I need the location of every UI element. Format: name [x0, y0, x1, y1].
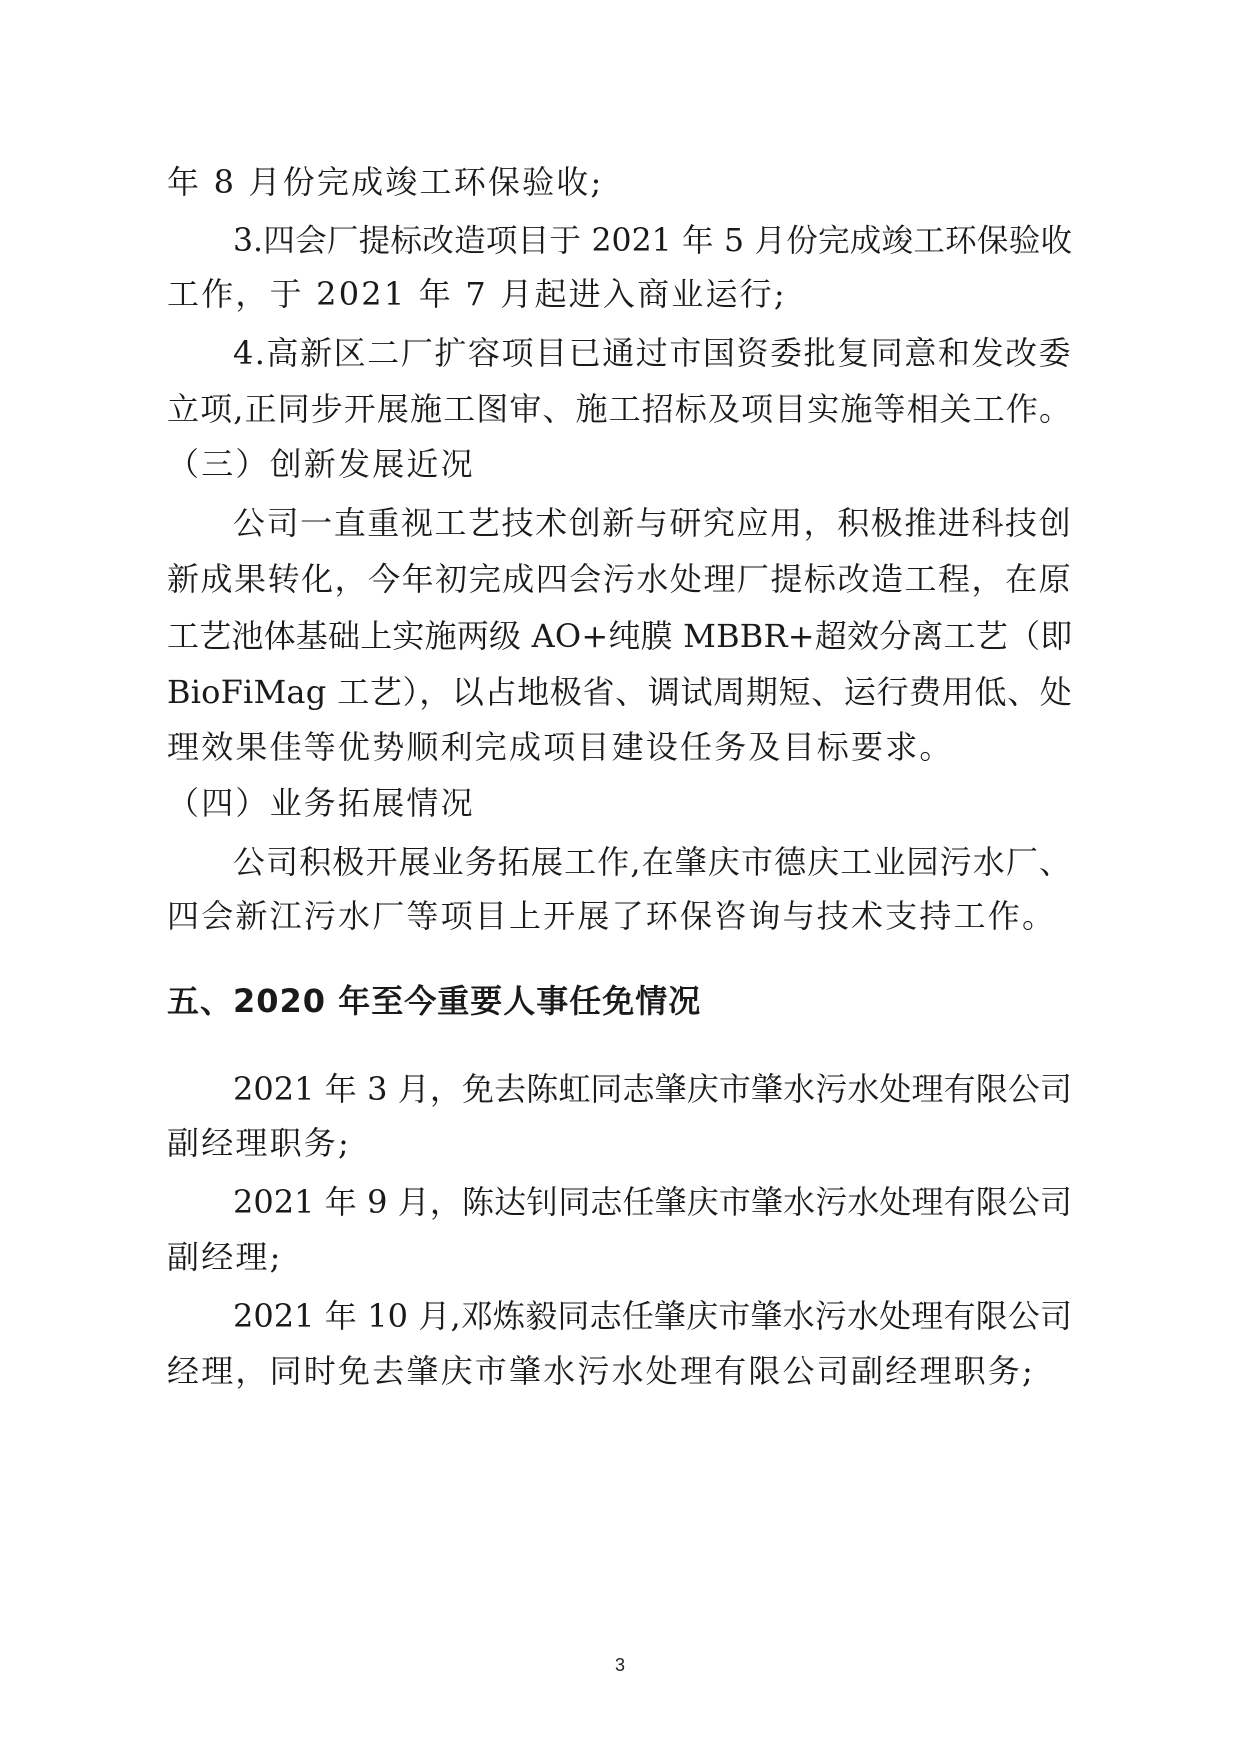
paragraph-line: 工作，于 2021 年 7 月起进入商业运行;	[167, 275, 787, 313]
paragraph-line: 3.四会厂提标改造项目于 2021 年 5 月份完成竣工环保验收	[233, 223, 1072, 259]
paragraph-line: 工艺池体基础上实施两级 AO+纯膜 MBBR+超效分离工艺（即	[167, 617, 1073, 655]
paragraph-line: 副经理职务;	[167, 1124, 351, 1162]
paragraph-line: 2021 年 3 月，免去陈虹同志肇庆市肇水污水处理有限公司	[233, 1070, 1072, 1108]
paragraph-line: 副经理;	[167, 1238, 283, 1276]
paragraph-line: 新成果转化，今年初完成四会污水处理厂提标改造工程，在原	[167, 560, 1072, 598]
paragraph-line: 四会新江污水厂等项目上开展了环保咨询与技术支持工作。	[167, 897, 1057, 935]
paragraph-line: 经理，同时免去肇庆市肇水污水处理有限公司副经理职务;	[167, 1352, 1035, 1390]
section-heading: （四）业务拓展情况	[167, 784, 475, 822]
chapter-heading: 五、2020 年至今重要人事任免情况	[167, 982, 702, 1020]
page-number: 3	[614, 1655, 625, 1675]
section-heading: （三）创新发展近况	[167, 445, 475, 483]
paragraph-line: 公司积极开展业务拓展工作,在肇庆市德庆工业园污水厂、	[233, 843, 1072, 881]
paragraph-line: 2021 年 9 月，陈达钊同志任肇庆市肇水污水处理有限公司	[233, 1183, 1072, 1221]
paragraph-line: 公司一直重视工艺技术创新与研究应用，积极推进科技创	[233, 504, 1072, 542]
paragraph-line: 立项,正同步开展施工图审、施工招标及项目实施等相关工作。	[167, 390, 1072, 428]
paragraph-line: 4.高新区二厂扩容项目已通过市国资委批复同意和发改委	[233, 334, 1072, 372]
paragraph-line: 年 8 月份完成竣工环保验收;	[167, 163, 604, 201]
paragraph-line: 2021 年 10 月,邓炼毅同志任肇庆市肇水污水处理有限公司	[233, 1297, 1072, 1335]
paragraph-line: 理效果佳等优势顺利完成项目建设任务及目标要求。	[167, 728, 954, 766]
paragraph-line: BioFiMag 工艺），以占地极省、调试周期短、运行费用低、处	[167, 673, 1072, 711]
